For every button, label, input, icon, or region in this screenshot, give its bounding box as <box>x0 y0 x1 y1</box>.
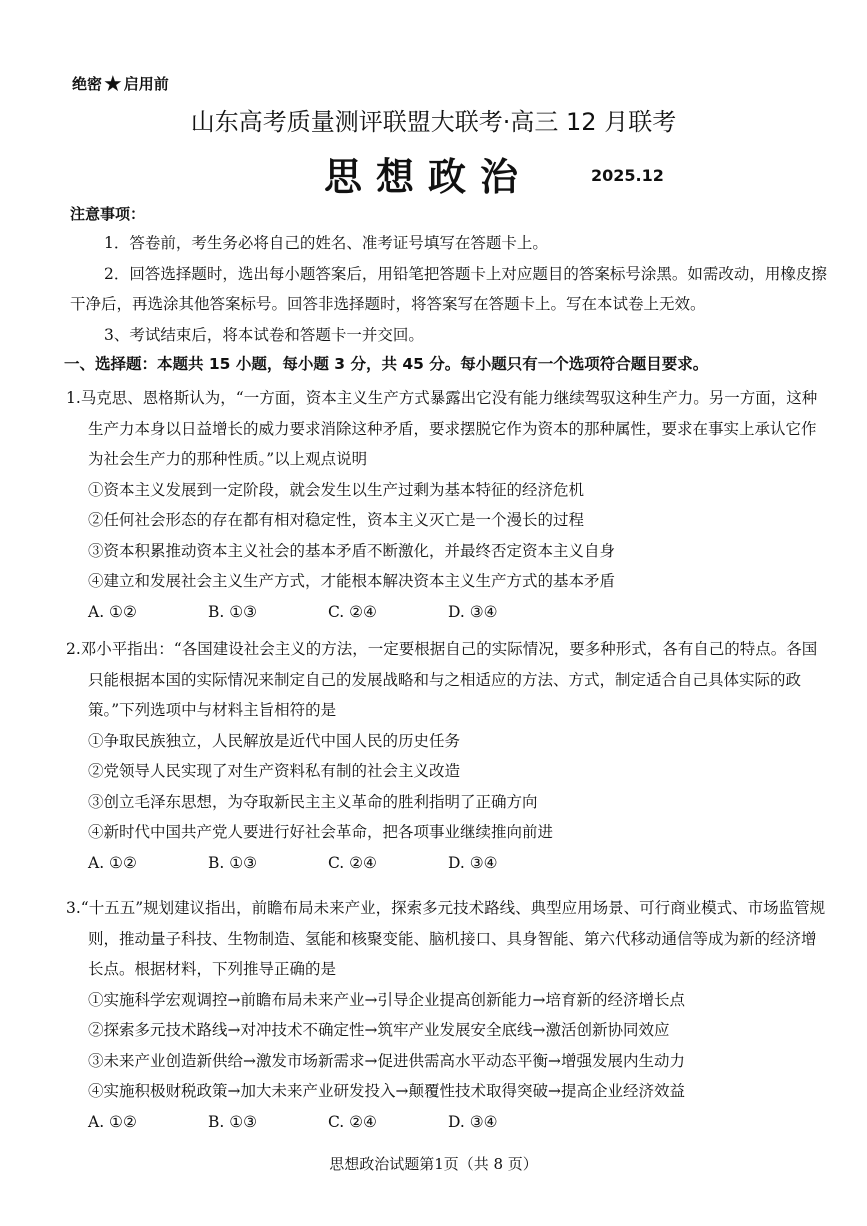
option-4: ④建立和发展社会主义生产方式，才能根本解决资本主义生产方式的基本矛盾 <box>88 572 616 590</box>
option-1: ①争取民族独立，人民解放是近代中国人民的历史任务 <box>88 731 461 750</box>
option-3: ③资本积累推动资本主义社会的基本矛盾不断激化，并最终否定资本主义自身 <box>88 541 616 560</box>
choice-a: A. ①② <box>88 853 137 872</box>
page-footer: 思想政治试题第1页（共 8 页） <box>329 1155 538 1173</box>
question-3 <box>66 893 830 1137</box>
option-3: ③创立毛泽东思想，为夺取新民主主义革命的胜利指明了正确方向 <box>88 792 538 811</box>
choice-a: A. ①② <box>88 602 137 621</box>
choice-b: B. ①③ <box>208 602 258 621</box>
choice-b: B. ①③ <box>208 1112 258 1131</box>
question-1 <box>66 383 830 627</box>
subject-title: 思想政治 <box>324 155 533 199</box>
question-stem: 3.“十五五”规划建议指出，前瞻布局未来产业，探索多元技术路线、典型应用场景、可行商业模式、市场监管规则，推动量子科技、生物制造、氢能和核聚变能、脑机接口、具身智能、第六代移动通信等成为新的经济增长点。根据材料，下列推导正确的是 <box>66 899 826 978</box>
choice-a: A. ①② <box>88 1112 137 1131</box>
option-2: ②党领导人民实现了对生产资料私有制的社会主义改造 <box>88 762 461 780</box>
question-stem: 1.马克思、恩格斯认为，“一方面，资本主义生产方式暴露出它没有能力继续驾驭这种生产力。另一方面，这种生产力本身以日益增长的威力要求消除这种矛盾，要求摆脱它作为资本的那种属性，要求在事实上承认它作为社会生产力的那种性质。”以上观点说明 <box>66 389 818 468</box>
option-1: ①资本主义发展到一定阶段，就会发生以生产过剩为基本特征的经济危机 <box>88 480 585 499</box>
choice-c: C. ②④ <box>328 602 377 621</box>
notice-item-1: 1．答卷前，考生务必将自己的姓名、准考证号填写在答题卡上。 <box>104 234 548 252</box>
choice-c: C. ②④ <box>328 853 377 872</box>
notice-item-3: 3、考试结束后，将本试卷和答题卡一并交回。 <box>104 326 424 344</box>
exam-date: 2025.12 <box>591 166 664 185</box>
question-2 <box>66 634 830 878</box>
choice-b: B. ①③ <box>208 853 258 872</box>
exam-title: 山东高考质量测评联盟大联考·高三 12 月联考 <box>190 108 677 136</box>
answer-choices <box>66 1107 830 1138</box>
star-icon: ★ <box>103 72 123 97</box>
option-2: ②任何社会形态的存在都有相对稳定性，资本主义灭亡是一个漫长的过程 <box>88 511 585 529</box>
confidential-label: 绝密★启用前 <box>72 72 169 97</box>
choice-d: D. ③④ <box>448 853 498 872</box>
choice-d: D. ③④ <box>448 1112 498 1131</box>
question-stem: 2.邓小平指出：“各国建设社会主义的方法，一定要根据自己的实际情况，要多种形式，各有自己的特点。各国只能根据本国的实际情况来制定自己的发展战略和与之相适应的方法、方式，制定适合自己具体实际的政策。”下列选项中与材料主旨相符的是 <box>66 640 818 719</box>
section-heading: 一、选择题：本题共 15 小题，每小题 3 分，共 45 分。每小题只有一个选项符合题目要求。 <box>64 355 709 373</box>
choice-c: C. ②④ <box>328 1112 377 1131</box>
notice-heading: 注意事项： <box>70 205 146 223</box>
option-4: ④新时代中国共产党人要进行好社会革命，把各项事业继续推向前进 <box>88 823 554 841</box>
answer-choices <box>66 848 830 879</box>
option-2: ②探索多元技术路线→对冲技术不确定性→筑牢产业发展安全底线→激活创新协同效应 <box>88 1021 670 1039</box>
option-3: ③未来产业创造新供给→激发市场新需求→促进供需高水平动态平衡→增强发展内生动力 <box>88 1051 685 1070</box>
answer-choices <box>66 597 830 628</box>
notice-item-2: 2．回答选择题时，选出每小题答案后，用铅笔把答题卡上对应题目的答案标号涂黑。如需改动，用橡皮擦干净后，再选涂其他答案标号。回答非选择题时，将答案写在答题卡上。写在本试卷上无效。 <box>70 265 827 313</box>
choice-d: D. ③④ <box>448 602 498 621</box>
option-1: ①实施科学宏观调控→前瞻布局未来产业→引导企业提高创新能力→培育新的经济增长点 <box>88 990 685 1009</box>
option-4: ④实施积极财税政策→加大未来产业研发投入→颠覆性技术取得突破→提高企业经济效益 <box>88 1082 685 1100</box>
